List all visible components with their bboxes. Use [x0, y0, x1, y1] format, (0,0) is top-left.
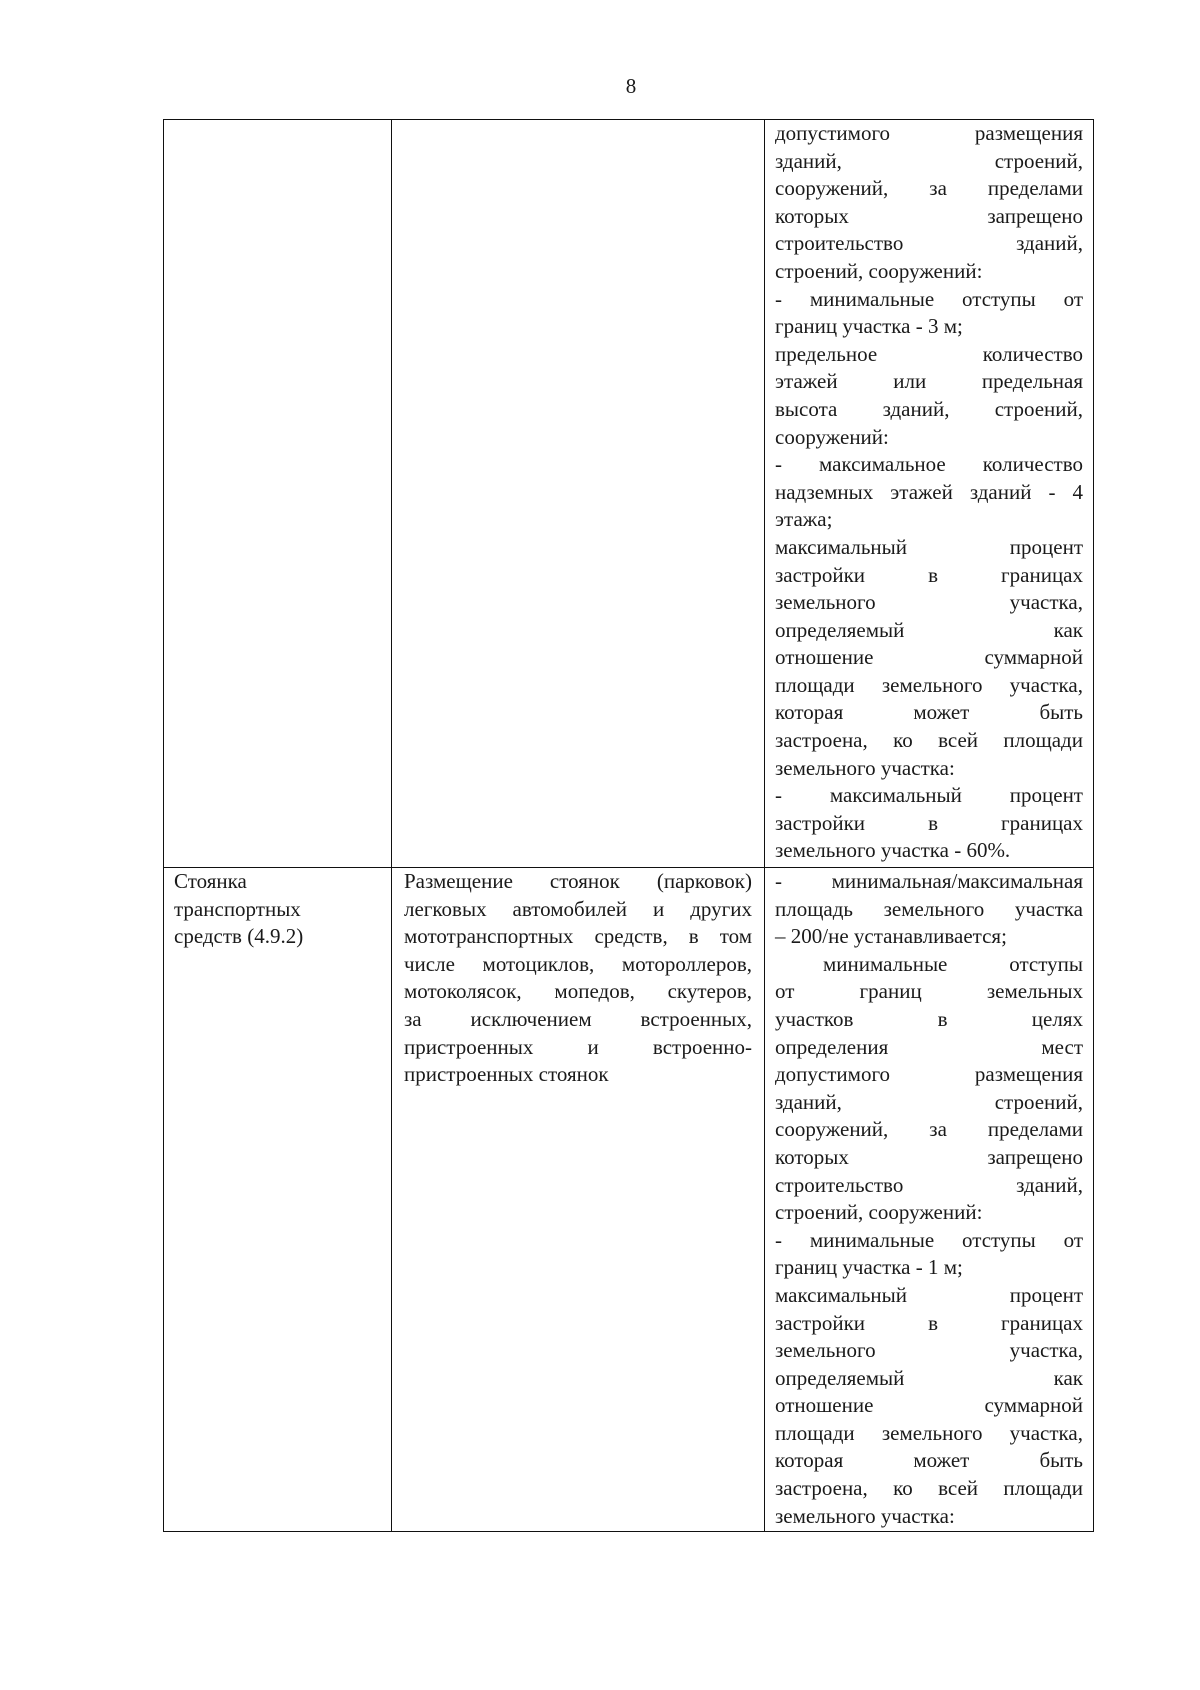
- description-cell: [392, 120, 765, 868]
- table-row: [164, 868, 1094, 1532]
- text-line: мототранспортных средств, в том: [404, 924, 752, 949]
- text-line: определения мест: [775, 1034, 1083, 1059]
- text-line: пристроенных и встроенно-: [404, 1034, 752, 1059]
- text-line: предельное количество: [775, 341, 1083, 366]
- text-line: определяемый как: [775, 1365, 1083, 1390]
- text-line: определяемый как: [775, 617, 1083, 642]
- text-line: - минимальная/максимальная: [775, 869, 1083, 893]
- text-line: застроена, ко всей площади: [775, 1476, 1083, 1501]
- text-line: площадь земельного участка: [775, 896, 1083, 921]
- text-line: – 200/не устанавливается;: [775, 924, 1007, 949]
- text-line: легковых автомобилей и других: [404, 896, 752, 921]
- zoning-parameters-table: [163, 119, 1094, 1532]
- text-line: числе мотоциклов, мотороллеров,: [404, 951, 752, 976]
- text-line: допустимого размещения: [775, 1062, 1083, 1087]
- parameters-cell: [765, 868, 1094, 1532]
- text-line: которых запрещено: [775, 1144, 1083, 1169]
- text-line: сооружений, за пределами: [775, 1117, 1083, 1142]
- text-line: сооружений:: [775, 424, 889, 449]
- description-cell: [392, 868, 765, 1532]
- use-type-cell: [164, 120, 392, 868]
- text-line: строительство зданий,: [775, 1172, 1083, 1197]
- text-line: - минимальные отступы от: [775, 1227, 1083, 1252]
- text-line: площади земельного участка,: [775, 1420, 1083, 1445]
- text-line: застройки в границах: [775, 562, 1083, 587]
- text-line: средств (4.9.2): [174, 924, 304, 949]
- text-line: надземных этажей зданий - 4: [775, 479, 1083, 504]
- table-row: [164, 120, 1094, 868]
- text-line: - максимальный процент: [775, 783, 1083, 808]
- text-line: которая может быть: [775, 1448, 1083, 1473]
- text-line: от границ земельных: [775, 979, 1083, 1004]
- use-type-cell: [164, 868, 392, 1532]
- text-line: земельного участка,: [775, 1338, 1083, 1363]
- text-line: транспортных: [174, 896, 301, 921]
- text-line: застройки в границах: [775, 1310, 1083, 1335]
- text-line: Стоянка: [174, 869, 247, 893]
- text-line: мотоколясок, мопедов, скутеров,: [404, 979, 752, 1004]
- text-line: земельного участка,: [775, 590, 1083, 615]
- text-line: - минимальные отступы от: [775, 286, 1083, 311]
- text-line: строительство зданий,: [775, 231, 1083, 256]
- text-line: максимальный процент: [775, 1282, 1083, 1307]
- text-line: этажей или предельная: [775, 369, 1083, 394]
- text-line: зданий, строений,: [775, 148, 1083, 173]
- parameters-cell: [765, 120, 1094, 868]
- text-line: пристроенных стоянок: [404, 1062, 609, 1087]
- text-line: допустимого размещения: [775, 121, 1083, 145]
- text-line: отношение суммарной: [775, 645, 1083, 670]
- text-line: которых запрещено: [775, 203, 1083, 228]
- text-line: участков в целях: [775, 1006, 1083, 1031]
- text-line: строений, сооружений:: [775, 1200, 983, 1225]
- text-line: сооружений, за пределами: [775, 176, 1083, 201]
- text-line: за исключением встроенных,: [404, 1006, 752, 1031]
- text-line: зданий, строений,: [775, 1089, 1083, 1114]
- text-line: застроена, ко всей площади: [775, 728, 1083, 753]
- text-line: площади земельного участка,: [775, 672, 1083, 697]
- text-line: границ участка - 3 м;: [775, 314, 963, 339]
- text-line: отношение суммарной: [775, 1393, 1083, 1418]
- text-line: этажа;: [775, 507, 833, 532]
- text-line: минимальные отступы: [823, 951, 1083, 976]
- text-line: высота зданий, строений,: [775, 396, 1083, 421]
- text-line: - максимальное количество: [775, 452, 1083, 477]
- text-line: земельного участка:: [775, 1503, 955, 1528]
- text-line: строений, сооружений:: [775, 258, 983, 283]
- text-line: земельного участка - 60%.: [775, 838, 1011, 863]
- text-line: которая может быть: [775, 700, 1083, 725]
- text-line: Размещение стоянок (парковок): [404, 869, 752, 893]
- text-line: застройки в границах: [775, 810, 1083, 835]
- text-line: максимальный процент: [775, 534, 1083, 559]
- text-line: границ участка - 1 м;: [775, 1255, 963, 1280]
- page-number: 8: [625, 74, 637, 98]
- text-line: земельного участка:: [775, 755, 955, 780]
